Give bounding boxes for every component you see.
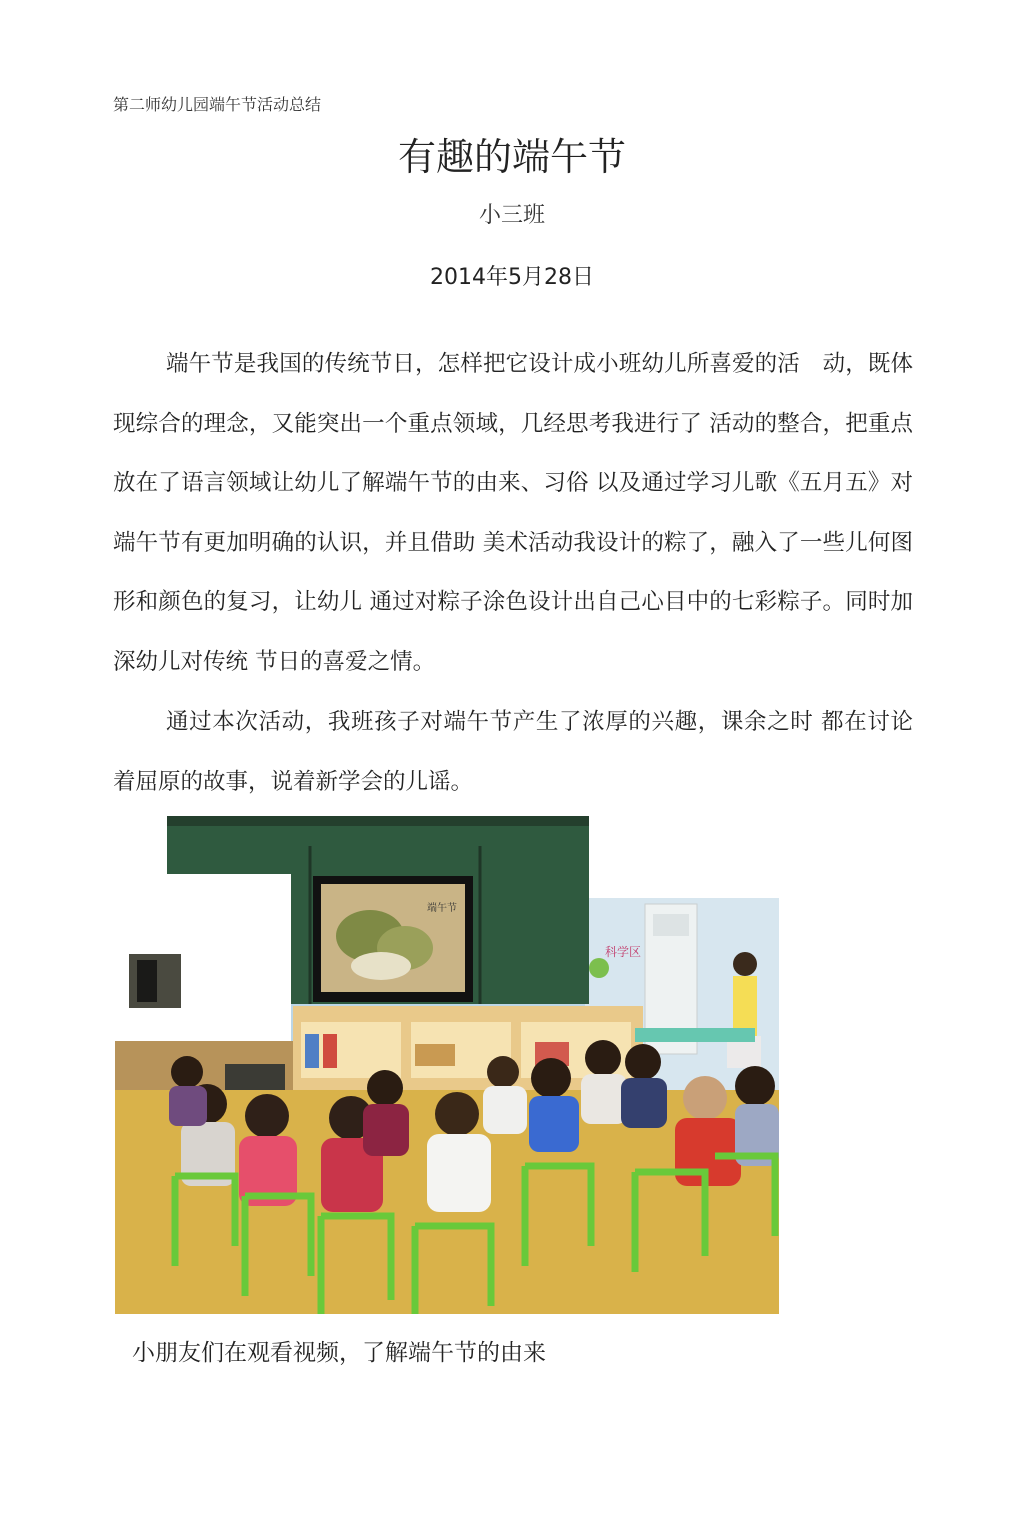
screen-caption-text: 端午节 <box>427 903 457 914</box>
paragraph-2: 通过本次活动，我班孩子对端午节产生了浓厚的兴趣，课余之时 都在讨论着屈原的故事，说着新学会的儿谣。 <box>113 709 913 795</box>
class-name: 小三班 <box>478 203 545 228</box>
document-title: 有趣的端午节 <box>397 135 626 179</box>
document-date: 2014年5月28日 <box>430 265 594 290</box>
paragraph-1: 端午节是我国的传统节日，怎样把它设计成小班幼儿所喜爱的活 动，既体现综合的理念，又能突出一个重点领域，几经思考我进行了 活动的整合，把重点放在了语言领域让幼儿了解端午节的由来、习俗 以及通过学习儿歌《五月五》对端午节有更加明确的认识，并且借助 美术活动我设计的粽了，融入了一些儿何图形和颜色的复习，让幼儿 通过对粽子涂色设计出自己心目中的七彩粽子。同时加深幼儿对传统 节日的喜爱之情。 <box>113 351 913 675</box>
photo-caption: 小朋友们在观看视频，了解端午节的由来 <box>132 1340 546 1366</box>
science-area-sign: 科学区 <box>605 945 642 959</box>
classroom-photo <box>115 816 779 1314</box>
header-note: 第二师幼儿园端午节活动总结 <box>113 95 322 114</box>
